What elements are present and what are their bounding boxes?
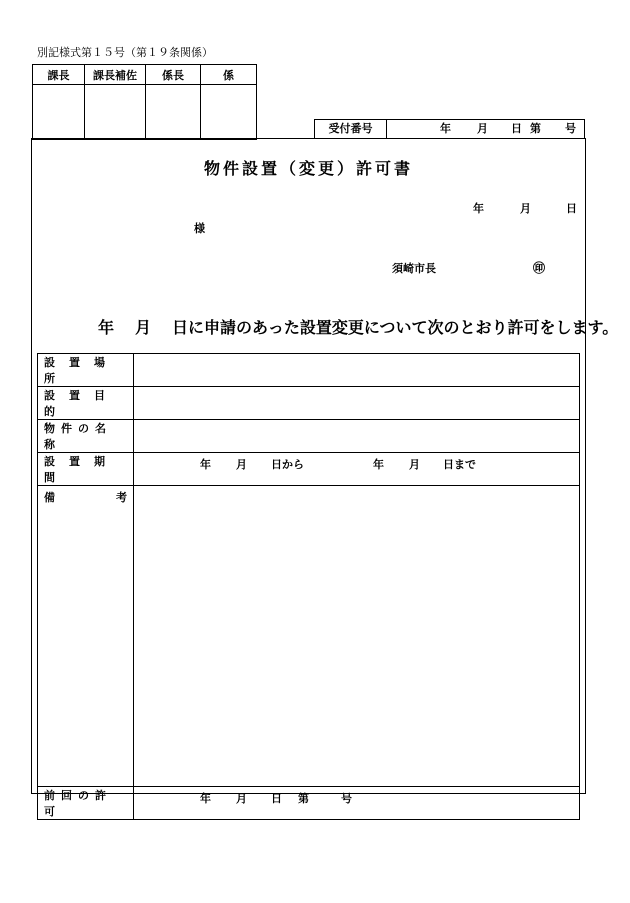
previous-dai: 第 <box>298 792 309 805</box>
previous-permit-label: 前回の許可 <box>44 789 112 818</box>
remarks-label-right: 考 <box>116 491 127 504</box>
statement-text: 日に申請のあった設置変更について次のとおり許可をします。 <box>172 318 619 337</box>
period-from-day: 日から <box>271 458 304 471</box>
object-name-label: 物件の名称 <box>44 422 112 451</box>
approval-header-deputy-chief: 課長補佐 <box>85 65 146 85</box>
issue-date-day: 日 <box>566 202 577 215</box>
purpose-label: 設置目的 <box>44 389 119 418</box>
object-name-label-cell <box>38 420 134 453</box>
period-value-cell[interactable] <box>134 453 580 486</box>
approval-stamp-cell[interactable] <box>85 85 146 140</box>
receipt-go: 号 <box>565 122 576 135</box>
receipt-day: 日 <box>511 122 522 135</box>
period-label-cell <box>38 453 134 486</box>
receipt-number-box <box>314 119 585 138</box>
remarks-label-cell <box>38 486 134 787</box>
approval-header-staff: 係 <box>201 65 257 85</box>
approval-stamp-cell[interactable] <box>146 85 201 140</box>
location-value-cell[interactable] <box>134 354 580 387</box>
period-from-month: 月 <box>236 458 247 471</box>
purpose-value-cell[interactable] <box>134 387 580 420</box>
form-caption: 別記様式第１５号（第１９条関係） <box>37 46 213 59</box>
previous-day: 日 <box>271 792 282 805</box>
permit-details-table <box>37 353 580 820</box>
previous-go: 号 <box>341 792 352 805</box>
addressee-suffix: 様 <box>194 222 205 235</box>
issuer-name: 須崎市長 <box>392 262 436 275</box>
issue-date-month: 月 <box>520 202 531 215</box>
period-label: 設置期間 <box>44 455 119 484</box>
previous-permit-value-cell[interactable] <box>134 787 580 820</box>
receipt-year: 年 <box>440 122 451 135</box>
period-from-year: 年 <box>200 458 211 471</box>
approval-stamp-table <box>32 64 257 140</box>
remarks-value-cell[interactable] <box>134 486 580 787</box>
period-to-month: 月 <box>409 458 420 471</box>
seal-mark: ㊞ <box>533 261 546 275</box>
document-title: 物件設置（変更）許可書 <box>203 159 413 178</box>
remarks-label-left: 備 <box>44 491 55 504</box>
receipt-number-label: 受付番号 <box>315 120 387 138</box>
period-to-year: 年 <box>373 458 384 471</box>
previous-month: 月 <box>236 792 247 805</box>
approval-stamp-cell[interactable] <box>201 85 257 140</box>
previous-permit-label-cell <box>38 787 134 820</box>
object-name-value-cell[interactable] <box>134 420 580 453</box>
approval-stamp-cell[interactable] <box>33 85 85 140</box>
receipt-dai: 第 <box>530 122 541 135</box>
period-to-day: 日まで <box>443 458 476 471</box>
issue-date-year: 年 <box>473 202 484 215</box>
previous-year: 年 <box>200 792 211 805</box>
statement-month: 月 <box>135 318 152 337</box>
location-label: 設置場所 <box>44 356 119 385</box>
approval-header-subsection-chief: 係長 <box>146 65 201 85</box>
approval-header-section-chief: 課長 <box>33 65 85 85</box>
statement-year: 年 <box>98 318 115 337</box>
receipt-month: 月 <box>477 122 488 135</box>
location-label-cell <box>38 354 134 387</box>
purpose-label-cell <box>38 387 134 420</box>
